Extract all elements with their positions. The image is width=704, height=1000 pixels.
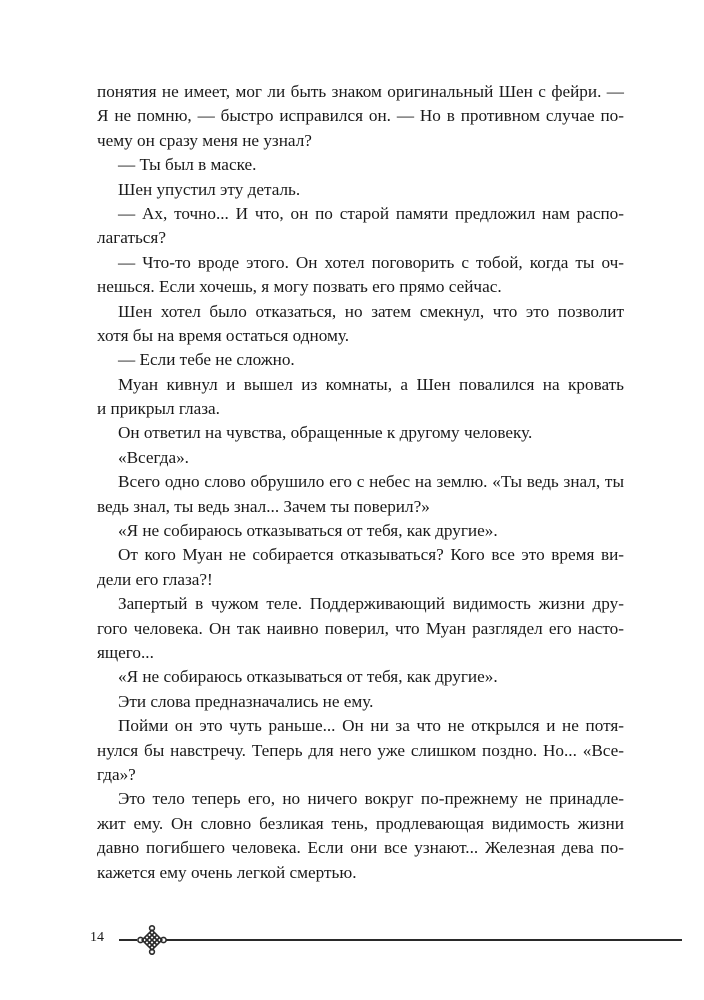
text-line: чему он сразу меня не узнал? [97, 130, 312, 150]
text-line: Шен хотел было отказаться, но затем смекнул, что это позволит [118, 301, 624, 321]
text-line: — Что-то вроде этого. Он хотел поговорить с тобой, когда ты оч- [118, 252, 624, 272]
text-line: Муан кивнул и вышел из комнаты, а Шен повалился на кровать [118, 374, 624, 394]
text-line: «Я не собираюсь отказываться от тебя, как другие». [118, 521, 498, 541]
text-line: Он ответил на чувства, обращенные к другому человеку. [118, 423, 533, 443]
text-line: нешься. Если хочешь, я могу позвать его прямо сейчас. [97, 277, 502, 297]
text-line: Это тело теперь его, но ничего вокруг по-прежнему не принадле- [118, 789, 624, 809]
text-line: — Если тебе не сложно. [118, 350, 295, 370]
text-line: жит ему. Он словно безликая тень, продлевающая видимость жизни [97, 813, 624, 833]
text-line: Запертый в чужом теле. Поддерживающий видимость жизни дру- [118, 594, 624, 614]
text-line: «Я не собираюсь отказываться от тебя, как другие». [118, 667, 498, 687]
text-line: давно погибшего человека. Если они все узнают... Железная дева по- [97, 838, 624, 858]
text-line: Шен упустил эту деталь. [118, 179, 301, 199]
text-line: гого человека. Он так наивно поверил, что Муан разглядел его насто- [97, 618, 624, 638]
text-line: ведь знал, ты ведь знал... Зачем ты поверил?» [97, 496, 430, 516]
text-line: От кого Муан не собирается отказываться? Кого все это время ви- [118, 545, 624, 565]
text-line: — Ты был в маске. [118, 155, 257, 175]
text-line: нулся бы навстречу. Теперь для него уже слишком поздно. Но... «Все- [97, 740, 624, 760]
text-line: хотя бы на время остаться одному. [97, 325, 350, 345]
page-footer [90, 925, 682, 955]
text-line: понятия не имеет, мог ли быть знаком оригинальный Шен с фейри. — [97, 82, 624, 101]
body-text [97, 80, 624, 885]
text-line: кажется ему очень легкой смертью. [97, 862, 357, 882]
text-line: — Ах, точно... И что, он по старой памяти предложил нам распо- [118, 203, 624, 223]
text-line: лагаться? [97, 228, 166, 248]
text-line: гда»? [97, 764, 136, 784]
text-line: дели его глаза?! [97, 569, 213, 589]
endless-knot-icon [136, 925, 168, 955]
text-line: и прикрыл глаза. [97, 399, 220, 419]
text-line: Всего одно слово обрушило его с небес на землю. «Ты ведь знал, ты [118, 472, 624, 492]
footer-rule-right [166, 939, 682, 941]
text-line: Я не помню, — быстро исправился он. — Но в противном случае по- [97, 106, 624, 126]
text-line: Пойми он это чуть раньше... Он ни за что не открылся и не потя- [118, 716, 624, 736]
text-line: «Всегда». [118, 447, 189, 467]
page-number: 14 [90, 930, 104, 945]
text-line: Эти слова предназначались не ему. [118, 691, 374, 711]
footer-rule-left [119, 939, 137, 941]
text-line: ящего... [97, 642, 154, 662]
